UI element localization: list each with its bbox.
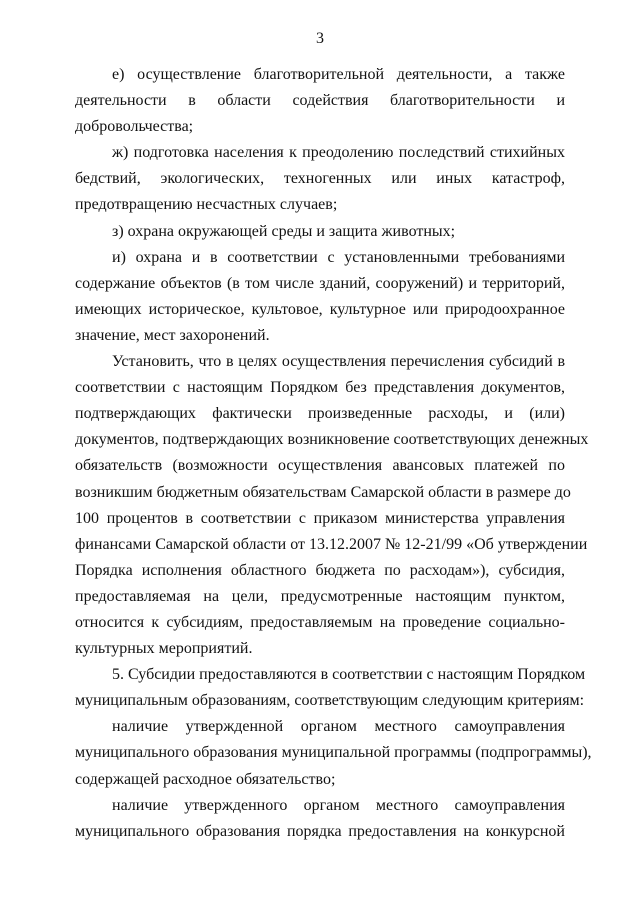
text-line: подтверждающих фактически произведенные расходы, и (или) <box>75 405 565 423</box>
document-body <box>75 62 592 845</box>
text-line: е) осуществление благотворительной деятельности, а также <box>112 66 565 83</box>
text-line: культурных мероприятий. <box>75 640 253 658</box>
text-line: Порядка исполнения областного бюджета по расходам»), субсидия, <box>75 561 565 579</box>
paragraph <box>75 245 565 349</box>
text-line: предоставляемая на цели, предусмотренные настоящим пунктом, <box>75 587 565 605</box>
paragraph <box>75 219 565 245</box>
paragraph <box>75 349 589 662</box>
text-line: добровольчества; <box>75 118 194 136</box>
text-line: деятельности в области содействия благотворительности и <box>75 92 565 110</box>
text-line: ж) подготовка населения к преодолению последствий стихийных <box>112 144 565 162</box>
text-line: и) охрана и в соответствии с установленными требованиями <box>112 248 565 266</box>
text-line: финансами Самарской области от 13.12.2007 № 12-21/99 «Об утверждении <box>75 535 588 553</box>
text-line: наличие утвержденного органом местного самоуправления <box>112 796 565 814</box>
text-line: содержащей расходное обязательство; <box>75 770 336 788</box>
text-line: наличие утвержденной органом местного самоуправления <box>112 718 565 736</box>
text-line: возникшим бюджетным обязательствам Самарской области в размере до <box>75 483 571 501</box>
text-line: соответствии с настоящим Порядком без представления документов, <box>75 379 565 397</box>
text-line: 5. Субсидии предоставляются в соответствии с настоящим Порядком <box>112 666 586 684</box>
paragraph <box>75 662 586 714</box>
paragraph <box>75 62 565 140</box>
text-line: бедствий, экологических, техногенных или иных катастроф, <box>75 170 565 188</box>
text-line: муниципального образования муниципальной программы (подпрограммы), <box>75 744 592 762</box>
text-line: имеющих историческое, культовое, культурное или природоохранное <box>75 300 565 318</box>
paragraph <box>75 140 565 218</box>
text-line: 100 процентов в соответствии с приказом министерства управления <box>75 509 565 527</box>
text-line: обязательств (возможности осуществления авансовых платежей по <box>75 457 565 475</box>
text-line: относится к субсидиям, предоставляемым на проведение социально- <box>75 613 565 631</box>
text-line: значение, мест захоронений. <box>75 326 270 344</box>
text-line: документов, подтверждающих возникновение соответствующих денежных <box>75 431 589 449</box>
paragraph <box>75 714 592 792</box>
text-line: з) охрана окружающей среды и защита животных; <box>112 222 456 240</box>
paragraph <box>75 793 565 845</box>
text-line: муниципальным образованиям, соответствующим следующим критериям: <box>75 692 585 710</box>
text-line: предотвращению несчастных случаев; <box>75 196 338 214</box>
text-line: содержание объектов (в том числе зданий, сооружений) и территорий, <box>75 274 565 292</box>
page-number: 3 <box>316 30 324 47</box>
text-line: Установить, что в целях осуществления перечисления субсидий в <box>112 353 565 371</box>
text-line: муниципального образования порядка предоставления на конкурсной <box>75 822 565 840</box>
